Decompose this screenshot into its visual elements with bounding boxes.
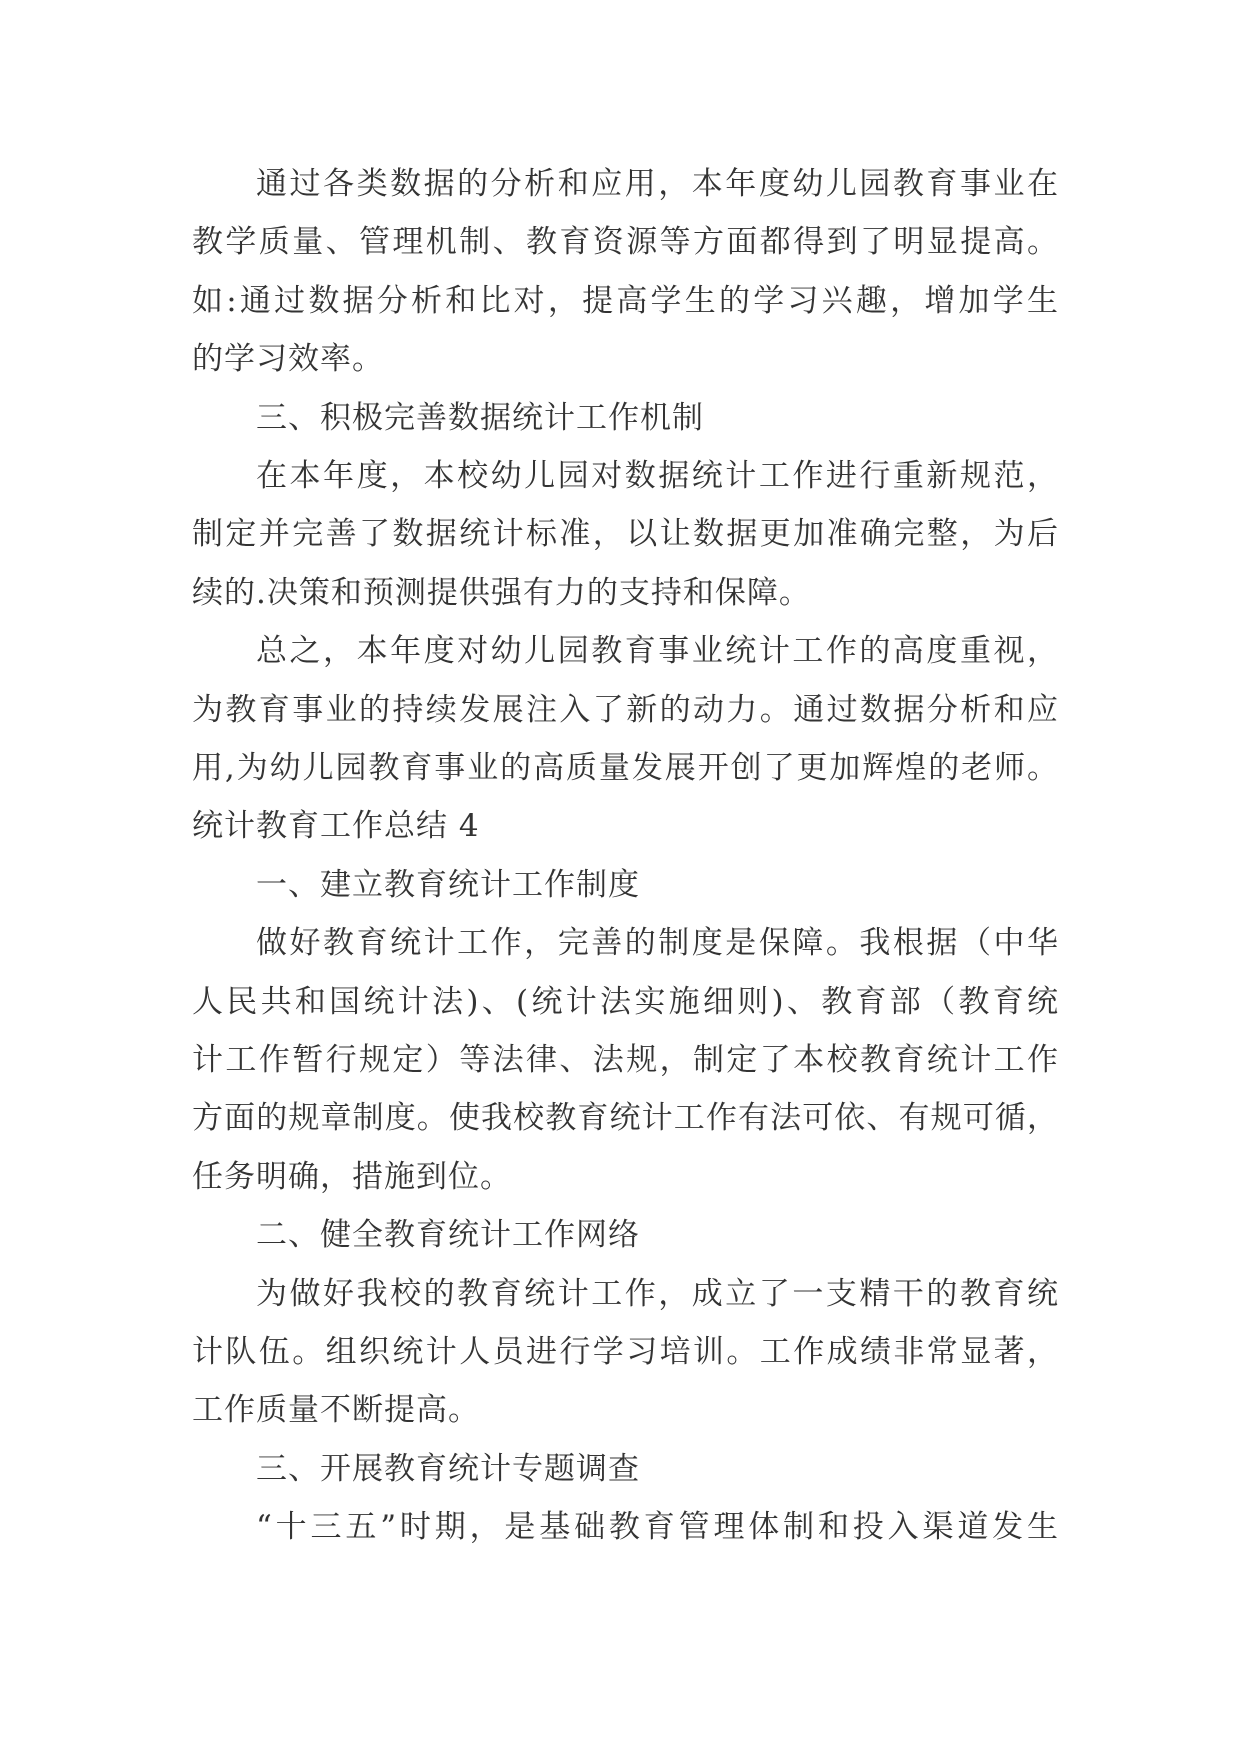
paragraph-line: 为做好我校的教育统计工作，成立了一支精干的教育统 <box>256 1276 1058 1312</box>
section-heading: 一、建立教育统计工作制度 <box>256 867 640 903</box>
paragraph-line: 总之，本年度对幼儿园教育事业统计工作的高度重视， <box>256 633 1058 669</box>
paragraph-line: 通过各类数据的分析和应用，本年度幼儿园教育事业在 <box>256 166 1058 202</box>
paragraph-line: 在本年度，本校幼儿园对数据统计工作进行重新规范， <box>256 458 1058 494</box>
paragraph-line: 教学质量、管理机制、教育资源等方面都得到了明显提高。 <box>192 224 1058 260</box>
paragraph-line: 方面的规章制度。使我校教育统计工作有法可依、有规可循， <box>192 1100 1058 1136</box>
paragraph-line: 做好教育统计工作，完善的制度是保障。我根据（中华 <box>256 925 1058 961</box>
paragraph-line: 任务明确，措施到位。 <box>192 1159 512 1195</box>
section-heading: 三、积极完善数据统计工作机制 <box>256 400 704 436</box>
paragraph-line: 工作质量不断提高。 <box>192 1392 480 1428</box>
paragraph-line: 计工作暂行规定）等法律、法规，制定了本校教育统计工作 <box>192 1042 1058 1078</box>
paragraph-line: 的学习效率。 <box>192 341 384 377</box>
paragraph-line: 续的.决策和预测提供强有力的支持和保障。 <box>192 575 811 611</box>
paragraph-line: 为教育事业的持续发展注入了新的动力。通过数据分析和应 <box>192 692 1058 728</box>
paragraph-line: 制定并完善了数据统计标准，以让数据更加准确完整，为后 <box>192 516 1058 552</box>
paragraph-line: 人民共和国统计法)、(统计法实施细则)、教育部（教育统 <box>192 984 1058 1020</box>
section-heading: 三、开展教育统计专题调查 <box>256 1451 640 1487</box>
paragraph-line: 计队伍。组织统计人员进行学习培训。工作成绩非常显著， <box>192 1334 1058 1370</box>
paragraph-line: “十三五”时期，是基础教育管理体制和投入渠道发生 <box>256 1509 1058 1545</box>
paragraph-line: 用,为幼儿园教育事业的高质量发展开创了更加辉煌的老师。 <box>192 750 1058 786</box>
paragraph-line: 如:通过数据分析和比对，提高学生的学习兴趣，增加学生 <box>192 283 1058 319</box>
document-title: 统计教育工作总结 4 <box>192 808 480 844</box>
section-heading: 二、健全教育统计工作网络 <box>256 1217 640 1253</box>
